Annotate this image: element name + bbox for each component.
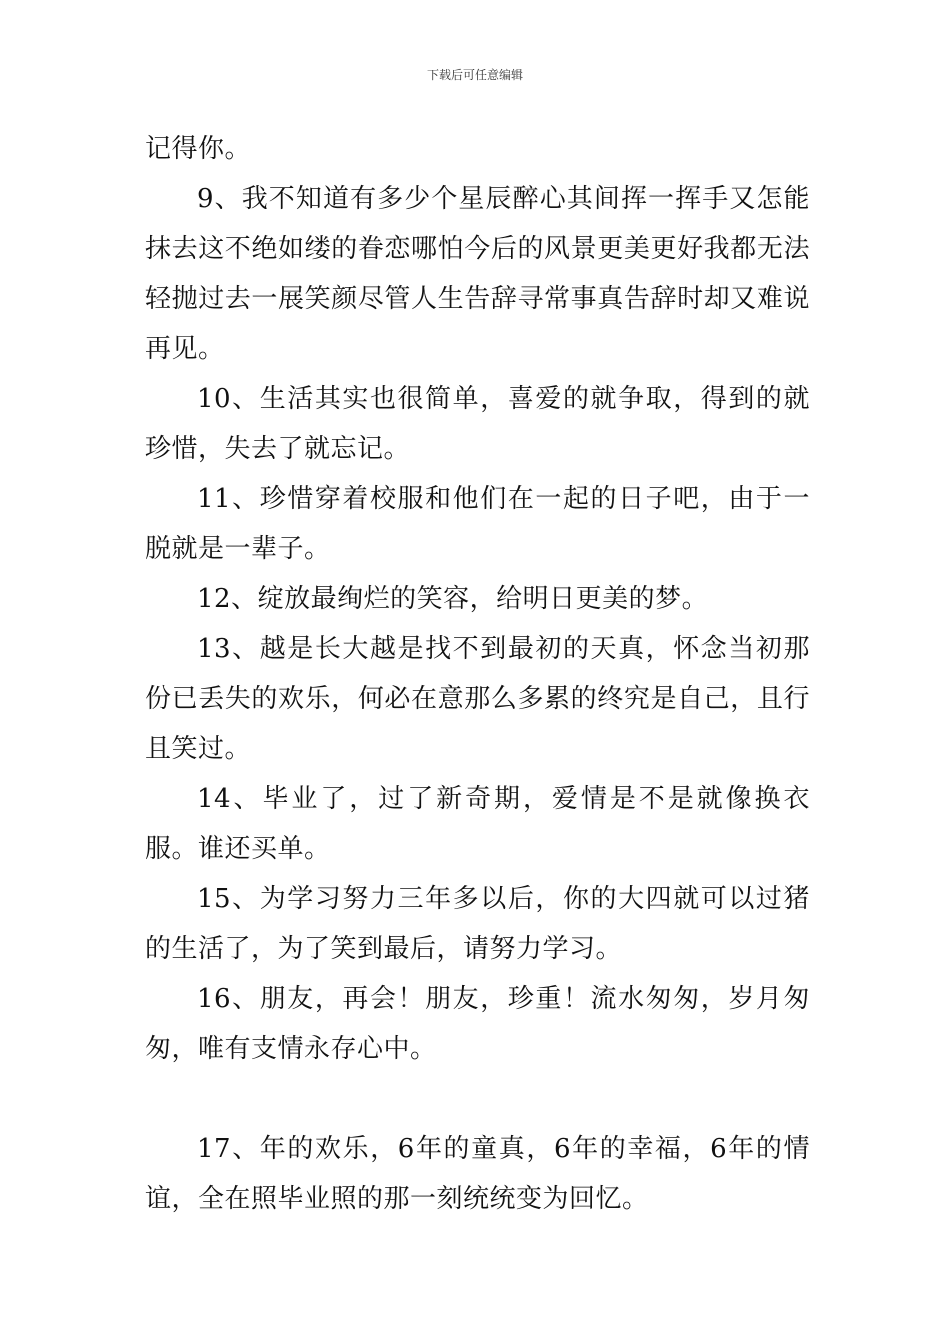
paragraph-17: 17、年的欢乐，6年的童真，6年的幸福，6年的情谊，全在照毕业照的那一刻统统变为回忆。 (145, 1134, 810, 1214)
paragraph-continuation: 记得你。 (145, 134, 252, 164)
paragraph-10: 10、生活其实也很简单，喜爱的就争取，得到的就珍惜，失去了就忘记。 (145, 384, 810, 464)
paragraph-13: 13、越是长大越是找不到最初的天真，怀念当初那份已丢失的欢乐，何必在意那么多累的终究是自己，且行且笑过。 (145, 634, 810, 764)
blank-line (145, 1074, 810, 1124)
paragraph-16: 16、朋友，再会！朋友，珍重！流水匆匆，岁月匆匆，唯有支情永存心中。 (145, 984, 810, 1064)
document-body (145, 124, 810, 1224)
paragraph-11: 11、珍惜穿着校服和他们在一起的日子吧，由于一脱就是一辈子。 (145, 484, 810, 564)
paragraph-15: 15、为学习努力三年多以后，你的大四就可以过猪的生活了，为了笑到最后，请努力学习。 (145, 884, 810, 964)
paragraph-12: 12、绽放最绚烂的笑容，给明日更美的梦。 (197, 584, 709, 614)
page-header: 下载后可任意编辑 (426, 68, 523, 82)
paragraph-9: 9、我不知道有多少个星辰醉心其间挥一挥手又怎能抹去这不绝如缕的眷恋哪怕今后的风景更美更好我都无法轻抛过去一展笑颜尽管人生告辞寻常事真告辞时却又难说再见。 (145, 184, 810, 364)
paragraph-14: 14、毕业了，过了新奇期，爱情是不是就像换衣服。谁还买单。 (145, 784, 810, 864)
